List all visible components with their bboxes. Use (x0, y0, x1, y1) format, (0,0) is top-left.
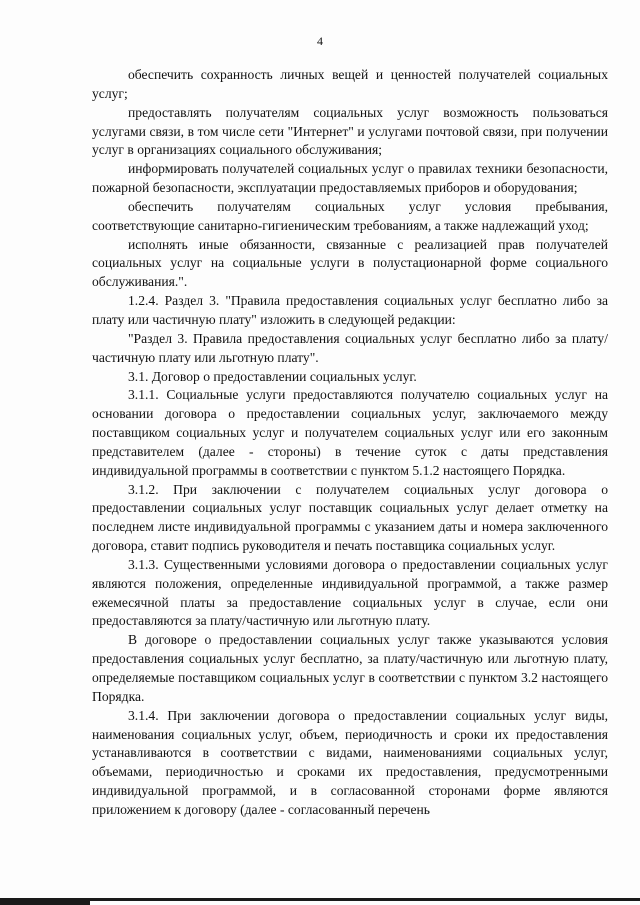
paragraph: 3.1.1. Социальные услуги предоставляются получателю социальных услуг на основании договора о предоставлении социальных услуг, заключаемого между поставщиком социальных услуг и получателем социальных услуг или его законным представителем (далее - стороны) в течение суток с даты представления индивидуальной программы в соответствии с пунктом 5.1.2 настоящего Порядка. (92, 387, 608, 478)
body-text (92, 66, 608, 820)
paragraph: предоставлять получателям социальных услуг возможность пользоваться услугами связи, в том числе сети "Интернет" и услугами почтовой связи, при получении услуг в организациях социального обслуживания; (92, 104, 608, 158)
scan-edge-mark (0, 901, 90, 905)
paragraph: обеспечить получателям социальных услуг условия пребывания, соответствующие санитарно-гигиеническим требованиям, а также надлежащий уход; (92, 198, 608, 233)
paragraph: исполнять иные обязанности, связанные с реализацией прав получателей социальных услуг на социальные услуги в полустационарной форме социального обслуживания.". (92, 236, 608, 290)
paragraph: 3.1.3. Существенными условиями договора о предоставлении социальных услуг являются положения, определенные индивидуальной программой, а также размер ежемесячной платы за предоставление социальных услуг в случае, если они предоставляются за плату/частичную или льготную плату. (92, 556, 608, 629)
page-number: 4 (317, 34, 323, 48)
scan-edge-line (0, 898, 640, 901)
paragraph: информировать получателей социальных услуг о правилах техники безопасности, пожарной безопасности, эксплуатации предоставляемых приборов и оборудования; (92, 161, 608, 196)
paragraph: 3.1.4. При заключении договора о предоставлении социальных услуг виды, наименования социальных услуг, объем, периодичность и сроки их предоставления устанавливаются в соответствии с видами, наименованиями социальных услуг, объемами, периодичностью и сроками их предоставления, предусмотренными индивидуальной программой, и в согласованной сторонами форме являются приложением к договору (далее - согласованный перечень (92, 707, 608, 817)
paragraph: обеспечить сохранность личных вещей и ценностей получателей социальных услуг; (92, 67, 608, 101)
paragraph: 1.2.4. Раздел 3. "Правила предоставления социальных услуг бесплатно либо за плату или частичную плату" изложить в следующей редакции: (92, 293, 608, 327)
paragraph: "Раздел 3. Правила предоставления социальных услуг бесплатно либо за плату/частичную плату или льготную плату". (92, 330, 608, 365)
paragraph: 3.1.2. При заключении с получателем социальных услуг договора о предоставлении социальных услуг поставщик социальных услуг делает отметку на последнем листе индивидуальной программы с указанием даты и номера заключенного договора, ставит подпись руководителя и печать поставщика социальных услуг. (92, 481, 608, 554)
paragraph: В договоре о предоставлении социальных услуг также указываются условия предоставления социальных услуг бесплатно, за плату/частичную или льготную плату, определяемые поставщиком социальных услуг в соответствии с пунктом 3.2 настоящего Порядка. (92, 632, 608, 704)
paragraph: 3.1. Договор о предоставлении социальных услуг. (128, 368, 417, 384)
